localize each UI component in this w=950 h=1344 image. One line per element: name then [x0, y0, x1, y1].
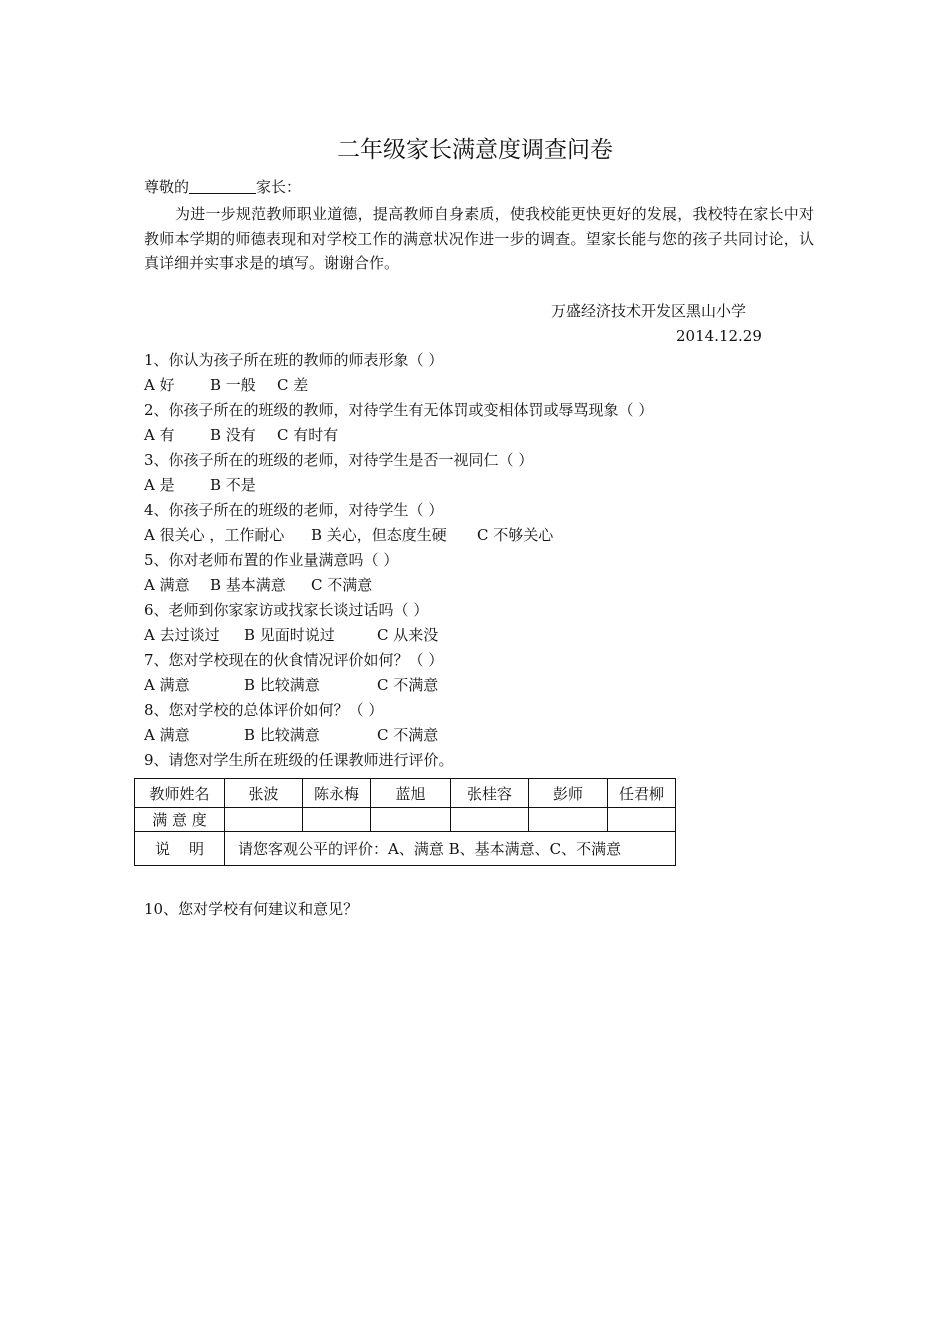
- question-8: 8、您对学校的总体评价如何？（ ）: [144, 701, 384, 719]
- q6-option-b: B 见面时说过: [244, 626, 335, 644]
- q5-option-a: A 满意: [144, 576, 190, 594]
- q1-option-a: A 好: [144, 376, 175, 394]
- parent-name-blank: [189, 179, 256, 194]
- note-text: 请您客观公平的评价：A、满意 B、基本满意、C、不满意: [225, 832, 676, 866]
- q3-option-b: B 不是: [210, 476, 256, 494]
- table-row: [135, 808, 676, 832]
- q4-option-b: B 关心，但态度生硬: [311, 526, 447, 544]
- teacher-name-cell: 张桂容: [451, 779, 529, 808]
- satisfaction-cell[interactable]: [451, 808, 529, 832]
- page-title: 二年级家长满意度调查问卷: [337, 137, 613, 163]
- q6-option-c: C 从来没: [377, 626, 439, 644]
- greeting-line: [144, 178, 301, 196]
- teacher-name-cell: 张波: [225, 779, 303, 808]
- q7-option-b: B 比较满意: [244, 676, 320, 694]
- q6-option-a: A 去过谈过: [144, 626, 220, 644]
- q2-option-b: B 没有: [210, 426, 256, 444]
- intro-paragraph: 为进一步规范教师职业道德，提高教师自身素质，使我校能更快更好的发展，我校特在家长中对教师本学期的师德表现和对学校工作的满意状况作进一步的调查。望家长能与您的孩子共同讨论，认真详细并实事求是的填写。谢谢合作。: [144, 205, 814, 272]
- q2-option-c: C 有时有: [277, 426, 339, 444]
- question-2: 2、你孩子所在的班级的教师，对待学生有无体罚或变相体罚或辱骂现象（ ）: [144, 401, 654, 419]
- q5-option-c: C 不满意: [311, 576, 373, 594]
- teacher-name-cell: 陈永梅: [303, 779, 371, 808]
- q2-option-a: A 有: [144, 426, 175, 444]
- q4-option-c: C 不够关心: [477, 526, 554, 544]
- q1-option-b: B 一般: [210, 376, 256, 394]
- question-4: 4、你孩子所在的班级的老师，对待学生（ ）: [144, 501, 444, 519]
- greeting-prefix: 尊敬的: [144, 178, 190, 196]
- satisfaction-header: 满 意 度: [135, 808, 225, 832]
- teacher-evaluation-table: [134, 778, 676, 866]
- teacher-name-cell: 任君柳: [608, 779, 676, 808]
- q8-option-c: C 不满意: [377, 726, 439, 744]
- teacher-name-header: 教师姓名: [135, 779, 225, 808]
- question-7: 7、您对学校现在的伙食情况评价如何？（ ）: [144, 651, 444, 669]
- table-row: [135, 832, 676, 866]
- satisfaction-cell[interactable]: [225, 808, 303, 832]
- school-name: 万盛经济技术开发区黑山小学: [551, 302, 747, 320]
- survey-date: 2014.12.29: [676, 327, 762, 345]
- q1-option-c: C 差: [277, 376, 309, 394]
- q8-option-a: A 满意: [144, 726, 190, 744]
- q7-option-c: C 不满意: [377, 676, 439, 694]
- q5-option-b: B 基本满意: [210, 576, 286, 594]
- satisfaction-cell[interactable]: [303, 808, 371, 832]
- q7-option-a: A 满意: [144, 676, 190, 694]
- q8-option-b: B 比较满意: [244, 726, 320, 744]
- question-3: 3、你孩子所在的班级的老师，对待学生是否一视同仁（ ）: [144, 451, 534, 469]
- question-10: 10、您对学校有何建议和意见？: [144, 900, 359, 918]
- question-5: 5、你对老师布置的作业量满意吗（ ）: [144, 551, 399, 569]
- question-6: 6、老师到你家家访或找家长谈过话吗（ ）: [144, 601, 429, 619]
- teacher-name-cell: 蓝旭: [371, 779, 451, 808]
- teacher-name-cell: 彭师: [529, 779, 608, 808]
- satisfaction-cell[interactable]: [529, 808, 608, 832]
- q4-option-a: A 很关心 ，工作耐心: [144, 526, 285, 544]
- question-1: 1、你认为孩子所在班的教师的师表形象（ ）: [144, 351, 444, 369]
- greeting-suffix: 家长：: [256, 178, 302, 196]
- table-row: [135, 779, 676, 808]
- satisfaction-cell[interactable]: [608, 808, 676, 832]
- q3-option-a: A 是: [144, 476, 175, 494]
- question-9: 9、请您对学生所在班级的任课教师进行评价。: [144, 751, 454, 769]
- note-header: 说 明: [135, 832, 225, 866]
- satisfaction-cell[interactable]: [371, 808, 451, 832]
